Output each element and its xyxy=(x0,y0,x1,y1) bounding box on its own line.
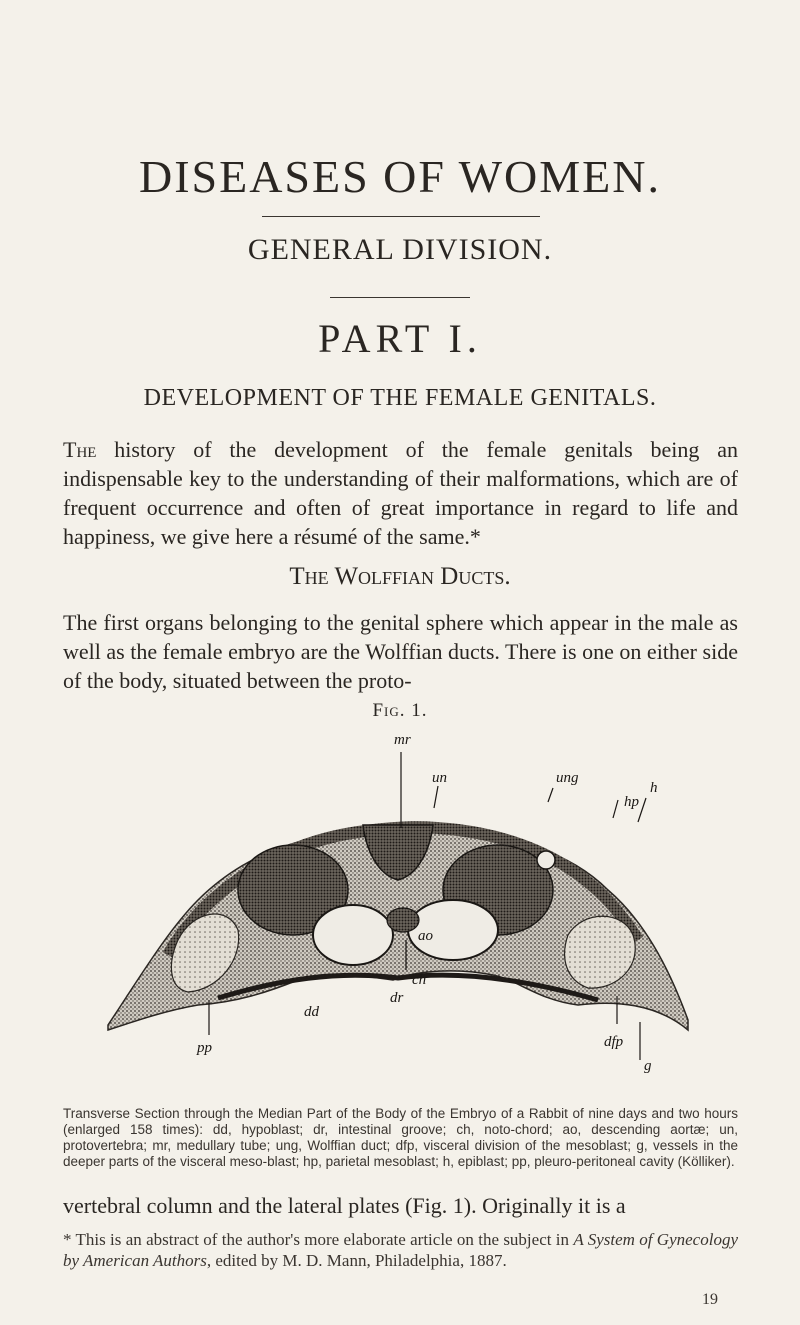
part-heading: PART I. xyxy=(318,316,482,361)
intro-lead-word: The xyxy=(63,437,97,462)
label-ch: ch xyxy=(412,972,427,988)
label-ung: ung xyxy=(556,770,579,786)
footnote-text-after: , edited by M. D. Mann, Philadelphia, 1887. xyxy=(206,1251,507,1270)
page-title: DISEASES OF WOMEN. xyxy=(138,151,662,202)
part-subtitle: DEVELOPMENT OF THE FEMALE GENITALS. xyxy=(143,385,657,411)
intro-paragraph xyxy=(63,435,738,551)
embryo-section-figure xyxy=(98,730,698,1090)
figure-caption: Transverse Section through the Median Part of the Body of the Embryo of a Rabbit of nine days and two hours (enlarged 158 times): dd, hypoblast; dr, intestinal groove; ch, noto-chord; ao, descending aortæ; un, protovertebra; mr, medullary tube; ung, Wolffian duct; dfp, visceral division of the mesoblast; g, vessels in the deeper parts of the visceral meso-blast; hp, parietal mesoblast; h, epiblast; pp, pleuro-peritoneal cavity (Kölliker). xyxy=(63,1106,738,1169)
section-heading: The Wolffian Ducts. xyxy=(289,563,511,590)
label-g: g xyxy=(644,1058,652,1074)
footnote xyxy=(63,1229,738,1271)
division-divider xyxy=(330,297,470,298)
label-hp: hp xyxy=(624,794,639,810)
division-heading: GENERAL DIVISION. xyxy=(247,233,553,266)
label-un: un xyxy=(432,770,447,786)
footnote-text-before: * This is an abstract of the author's more elaborate article on the subject in xyxy=(63,1230,574,1249)
label-mr: mr xyxy=(394,732,411,748)
label-ao: ao xyxy=(418,928,433,944)
continuation-paragraph: vertebral column and the lateral plates (Fig. 1). Originally it is a xyxy=(63,1193,626,1218)
label-dfp: dfp xyxy=(604,1034,624,1050)
label-dd: dd xyxy=(304,1004,319,1020)
title-divider xyxy=(262,216,540,217)
figure-label: Fig. 1. xyxy=(372,700,428,721)
label-dr: dr xyxy=(390,990,404,1006)
label-h: h xyxy=(650,780,658,796)
label-pp: pp xyxy=(197,1040,212,1056)
section-paragraph: The first organs belonging to the genital sphere which appear in the male as well as the female embryo are the Wolffian ducts. There is one on either side of the body, situated between the proto- xyxy=(63,610,738,693)
aorta-left xyxy=(313,905,393,965)
wolffian-duct xyxy=(537,851,555,869)
intro-text: history of the development of the female genitals being an indispensable key to the understanding of their malformations, which are of frequent occurrence and often of great importance in regard to life and happiness, we give here a résumé of the same.* xyxy=(63,437,738,549)
notochord xyxy=(387,908,419,932)
footnote-book-title: A System of Gynecology by American Authors xyxy=(63,1230,738,1270)
page-number: 19 xyxy=(702,1291,718,1308)
